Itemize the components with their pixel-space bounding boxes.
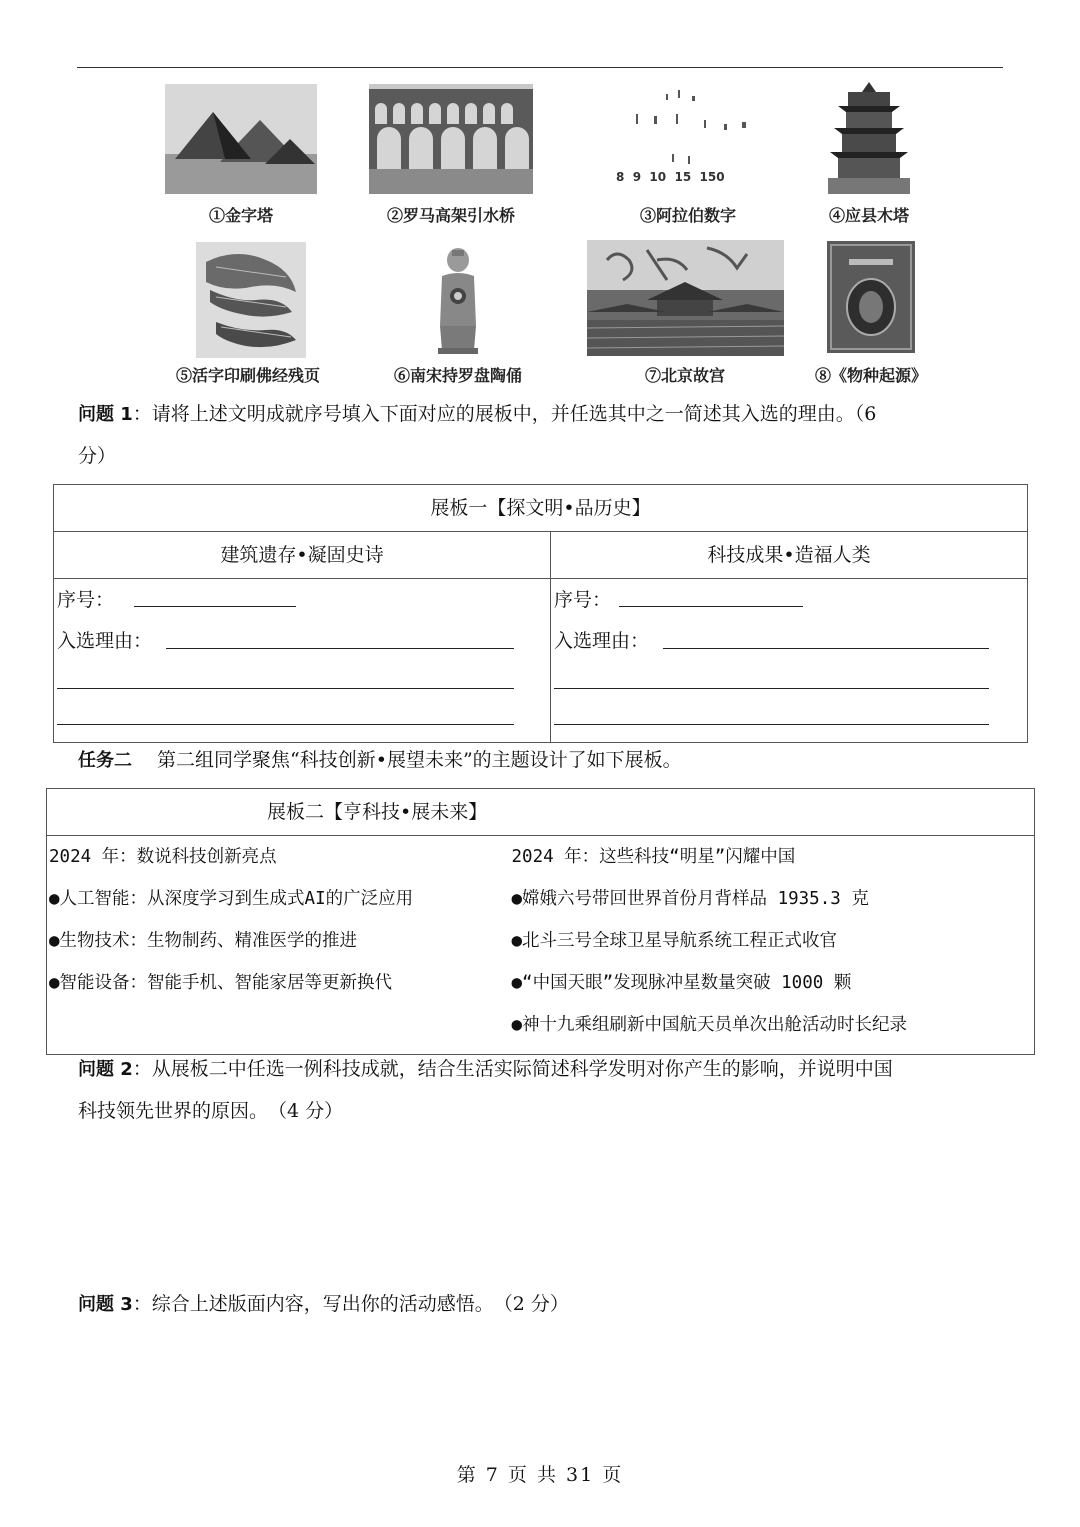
panel-2-right-line: ●北斗三号全球卫星导航系统工程正式收官	[511, 931, 838, 951]
task-2-label: 任务二	[78, 750, 132, 771]
question-2-text: ：从展板二中任选一例科技成就，结合生活实际简述科学发明对你产生的影响，并说明中国	[132, 1058, 893, 1080]
image-caption-7: ⑦北京故宫	[644, 366, 725, 385]
panel-2	[46, 788, 1035, 1055]
reason-blank-right-1[interactable]	[663, 648, 989, 649]
question-2	[78, 1049, 1018, 1090]
panel-1-left-fill	[54, 579, 551, 743]
task-2-text: 第二组同学聚焦“科技创新•展望未来”的主题设计了如下展板。	[157, 749, 682, 771]
serial-blank-right[interactable]	[619, 606, 803, 607]
image-caption-8: ⑧《物种起源》	[814, 366, 927, 385]
panel-2-left-line: ●生物技术：生物制药、精准医学的推进	[49, 931, 358, 951]
panel-2-right-line: ●嫦娥六号带回世界首份月背样品 1935.3 克	[511, 889, 869, 909]
aqueduct-photo	[369, 84, 533, 194]
question-1	[78, 394, 1008, 435]
image-caption-1: ①金字塔	[208, 206, 273, 225]
reason-label-left: 入选理由：	[57, 630, 153, 652]
panel-1-right-header: 科技成果•造福人类	[551, 532, 1028, 579]
question-1-label: 问题 1	[78, 404, 133, 425]
panel-2-left-line: ●智能设备：智能手机、智能家居等更新换代	[49, 973, 393, 993]
numerals-row: 8 9 10 15 150	[616, 170, 725, 184]
panel-2-title: 展板二【亨科技•展未来】	[47, 789, 1035, 836]
pyramids-photo	[165, 84, 317, 194]
question-3	[78, 1284, 1008, 1325]
arabic-numerals-photo	[608, 84, 768, 194]
image-caption-4: ④应县木塔	[828, 206, 909, 225]
question-1-continued: 分）	[78, 445, 117, 467]
panel-2-left-column	[47, 836, 510, 1055]
compass-figurine-photo	[428, 246, 488, 356]
page-number: 第 7 页 共 31 页	[456, 1464, 624, 1486]
printed-sutra-photo	[196, 242, 306, 358]
image-caption-3: ③阿拉伯数字	[639, 206, 736, 225]
wooden-pagoda-photo	[826, 80, 912, 194]
forbidden-city-photo	[587, 240, 784, 356]
image-caption-2: ②罗马高架引水桥	[386, 206, 515, 225]
question-2-continued: 科技领先世界的原因。 （4 分）	[78, 1100, 344, 1122]
panel-1-left-header: 建筑遗存•凝固史诗	[54, 532, 551, 579]
reason-blank-left-3[interactable]	[57, 724, 514, 725]
question-1-text: ：请将上述文明成就序号填入下面对应的展板中，并任选其中之一简述其入选的理由。（6	[132, 403, 877, 425]
image-caption-6: ⑥南宋持罗盘陶俑	[393, 366, 522, 385]
reason-blank-right-3[interactable]	[554, 724, 989, 725]
panel-1	[53, 484, 1028, 743]
reason-label-right: 入选理由：	[554, 630, 650, 652]
serial-label-right: 序号：	[554, 589, 612, 611]
panel-2-right-line: ●神十九乘组刷新中国航天员单次出舱活动时长纪录	[511, 1015, 908, 1035]
panel-1-right-fill	[551, 579, 1028, 743]
question-3-label: 问题 3	[78, 1294, 133, 1315]
question-3-text: ：综合上述版面内容，写出你的活动感悟。 （2 分）	[132, 1293, 569, 1315]
image-caption-5: ⑤活字印刷佛经残页	[175, 366, 320, 385]
panel-2-left-line: ●人工智能：从深度学习到生成式AI的广泛应用	[49, 889, 414, 909]
reason-blank-right-2[interactable]	[554, 688, 989, 689]
serial-label-left: 序号：	[57, 589, 115, 611]
reason-blank-left-2[interactable]	[57, 688, 514, 689]
task-2	[78, 740, 1008, 781]
panel-2-right-line: 2024 年：这些科技“明星”闪耀中国	[511, 847, 796, 867]
panel-2-left-line: 2024 年：数说科技创新亮点	[49, 847, 277, 867]
panel-2-right-line: ●“中国天眼”发现脉冲星数量突破 1000 颗	[511, 973, 852, 993]
origin-of-species-book-photo	[827, 241, 915, 353]
question-2-label: 问题 2	[78, 1059, 133, 1080]
panel-1-title: 展板一【探文明•品历史】	[54, 485, 1028, 532]
reason-blank-left-1[interactable]	[166, 648, 514, 649]
serial-blank-left[interactable]	[134, 606, 296, 607]
panel-2-right-column	[510, 836, 1035, 1055]
top-rule	[77, 67, 1003, 68]
